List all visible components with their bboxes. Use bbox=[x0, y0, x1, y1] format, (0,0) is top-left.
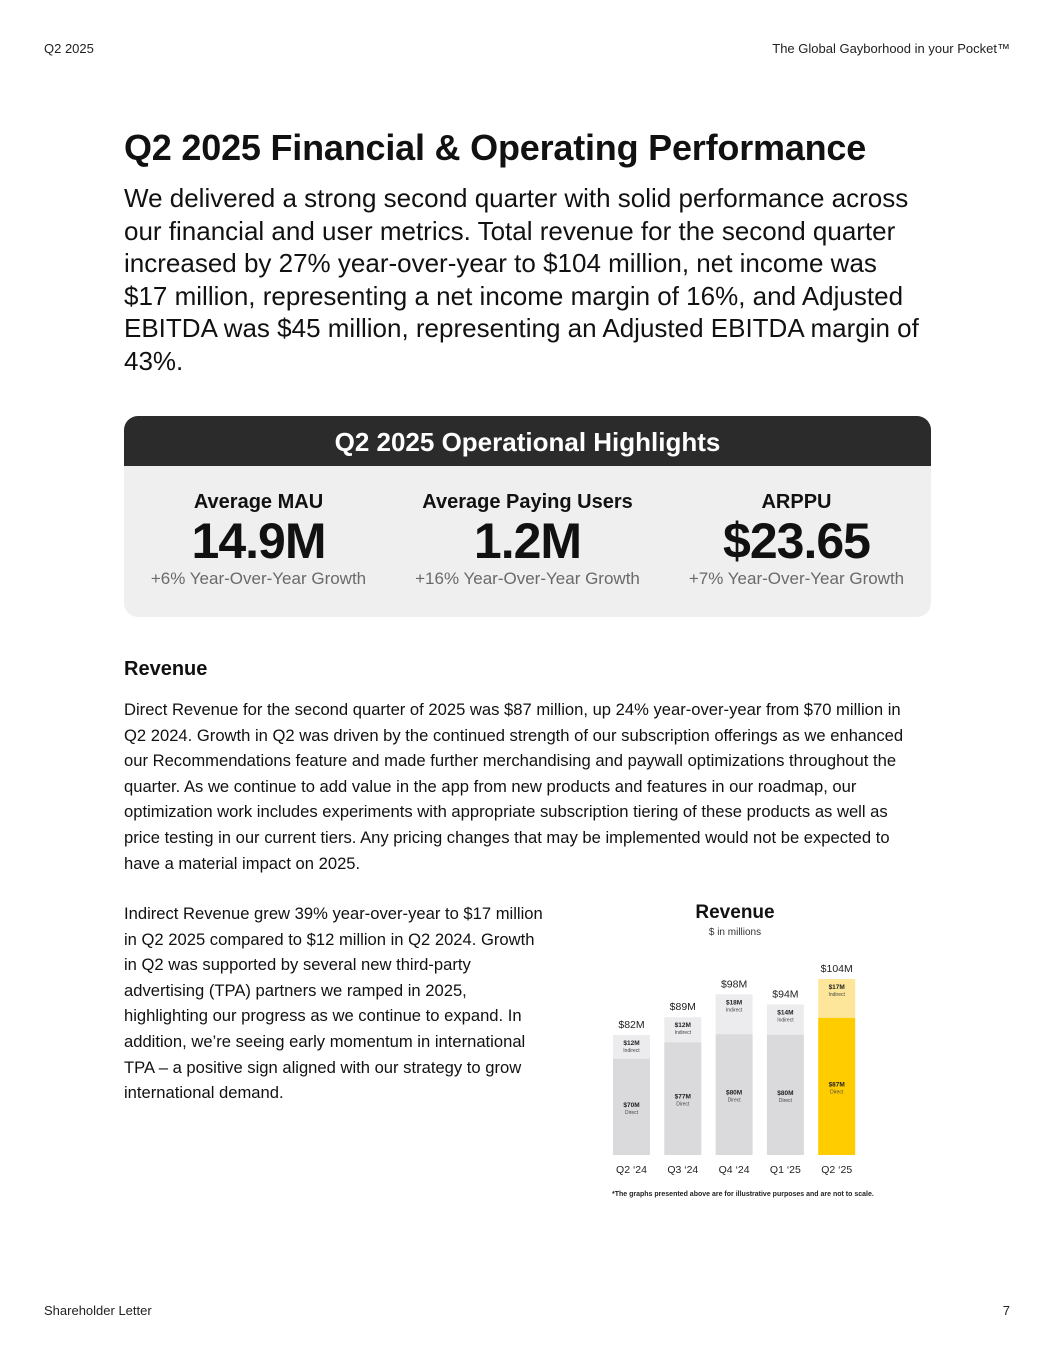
direct-series-label: Direct bbox=[676, 1101, 690, 1108]
indirect-series-label: Indirect bbox=[777, 1017, 794, 1024]
indirect-series-label: Indirect bbox=[828, 992, 845, 998]
x-tick-label: Q2 ‘24 bbox=[616, 1164, 647, 1176]
highlight-value: 1.2M bbox=[473, 513, 582, 569]
indirect-value-label: $12M bbox=[623, 1040, 640, 1047]
direct-value-label: $80M bbox=[777, 1089, 794, 1097]
highlight-arppu bbox=[662, 466, 931, 590]
highlight-growth: +16% Year-Over-Year Growth bbox=[415, 569, 640, 588]
page-title: Q2 2025 Financial & Operating Performance bbox=[124, 127, 867, 168]
indirect-series-label: Indirect bbox=[674, 1030, 692, 1037]
revenue-paragraph-indirect: Indirect Revenue grew 39% year-over-year to $17 million in Q2 2025 compared to $12 million in Q2 2024. Growth in Q2 was supported by several new third-party advertising (TPA) partners we ramped in 2025, highlighting our progress as we continue to expand. In addition, we’re seeing early momentum in international TPA – a positive sign aligned with our strategy to grow international demand. bbox=[124, 904, 543, 1103]
header-tagline: The Global Gayborhood in your Pocket™ bbox=[772, 41, 1010, 56]
header-period: Q2 2025 bbox=[44, 41, 94, 56]
indirect-series-label: Indirect bbox=[725, 1007, 743, 1014]
bar-total-label: $82M bbox=[618, 1019, 645, 1031]
page-number: 7 bbox=[1002, 1303, 1010, 1318]
highlight-label: ARPPU bbox=[761, 491, 832, 513]
x-tick-label: Q2 ‘25 bbox=[821, 1164, 853, 1176]
direct-value-label: $87M bbox=[828, 1081, 845, 1089]
highlight-growth: +6% Year-Over-Year Growth bbox=[150, 569, 367, 588]
direct-series-label: Direct bbox=[778, 1097, 792, 1104]
revenue-heading: Revenue bbox=[124, 658, 208, 680]
indirect-value-label: $14M bbox=[777, 1009, 794, 1017]
indirect-series-label: Indirect bbox=[623, 1048, 640, 1054]
highlight-paying-users bbox=[393, 466, 662, 590]
operational-highlights-card bbox=[124, 416, 931, 617]
revenue-chart bbox=[600, 895, 880, 1205]
chart-footnote: *The graphs presented above are for illustrative purposes and are not to scale. bbox=[612, 1191, 874, 1198]
bar-total-label: $89M bbox=[669, 1001, 696, 1014]
highlight-label: Average MAU bbox=[193, 491, 324, 513]
direct-series-label: Direct bbox=[830, 1089, 844, 1096]
highlight-growth: +7% Year-Over-Year Growth bbox=[688, 569, 905, 588]
revenue-paragraph-direct: Direct Revenue for the second quarter of 2025 was $87 million, up 24% year-over-year from $70 million in Q2 2024. Growth in Q2 was driven by the continued strength of our subscription offerings as we enhanced our Recommendations feature and made further merchandising and paywall optimizations throughout the quarter. As we continue to add value in the app from new products and features in our roadmap, our optimization work includes experiments with appropriate subscription tiering of these products as well as price testing in our current tiers. Any pricing changes that may be implemented would not be expected to have a material impact on 2025. bbox=[124, 700, 904, 873]
bar-total-label: $98M bbox=[720, 978, 748, 991]
direct-value-label: $70M bbox=[623, 1101, 640, 1109]
highlight-mau bbox=[124, 466, 393, 590]
x-tick-label: Q3 ‘24 bbox=[667, 1164, 699, 1176]
bar-total-label: $94M bbox=[772, 988, 799, 1001]
indirect-value-label: $18M bbox=[725, 999, 743, 1007]
chart-title: Revenue bbox=[695, 902, 775, 923]
chart-subtitle: $ in millions bbox=[708, 927, 762, 938]
highlight-value: $23.65 bbox=[723, 513, 870, 569]
intro-paragraph: We delivered a strong second quarter with solid performance across our financial and user metrics. Total revenue for the second quarter increased by 27% year-over-year to $104 million, net income was $17 million, representing a net income margin of 16%, and Adjusted EBITDA was $45 million, representing an Adjusted EBITDA margin of 43%. bbox=[124, 183, 919, 376]
highlights-title: Q2 2025 Operational Highlights bbox=[124, 416, 931, 466]
indirect-value-label: $12M bbox=[674, 1022, 691, 1030]
x-tick-label: Q4 ‘24 bbox=[718, 1164, 750, 1176]
bar-total-label: $104M bbox=[820, 963, 853, 975]
highlight-value: 14.9M bbox=[191, 513, 326, 569]
footer-document-name: Shareholder Letter bbox=[44, 1303, 152, 1318]
indirect-value-label: $17M bbox=[828, 984, 845, 991]
direct-series-label: Direct bbox=[727, 1097, 741, 1104]
x-tick-label: Q1 ‘25 bbox=[769, 1164, 801, 1176]
direct-value-label: $80M bbox=[725, 1089, 743, 1097]
direct-series-label: Direct bbox=[624, 1109, 639, 1116]
direct-value-label: $77M bbox=[674, 1093, 691, 1101]
highlight-label: Average Paying Users bbox=[422, 491, 633, 513]
